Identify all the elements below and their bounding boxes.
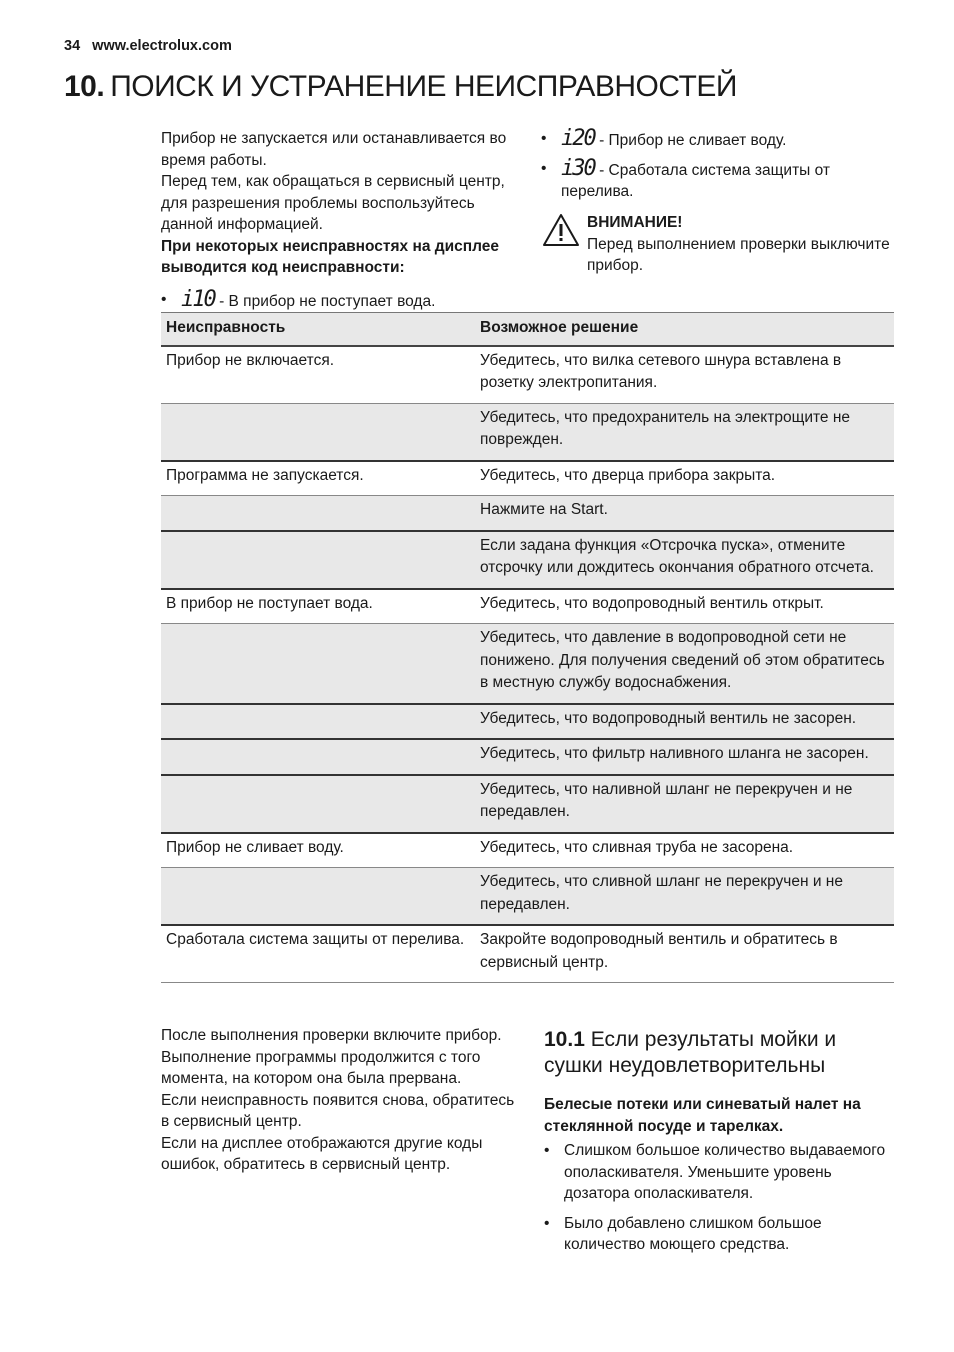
problem-cell: [161, 775, 475, 833]
code-item: [541, 155, 896, 203]
solution-cell: Убедитесь, что давление в водопроводной сети не понижено. Для получения сведений об этом обратитесь в местную службу водоснабжения.: [475, 624, 894, 704]
after-p2: Если неисправность появится снова, обратитесь в сервисный центр.: [161, 1091, 515, 1130]
code-description: - В прибор не поступает вода.: [219, 292, 436, 310]
solution-cell: Закройте водопроводный вентиль и обратитесь в сервисный центр.: [475, 925, 894, 983]
intro-p2: Перед тем, как обращаться в сервисный центр, для разрешения проблемы воспользуйтесь данной информацией.: [161, 173, 505, 233]
table-row: [161, 925, 894, 983]
solution-cell: Убедитесь, что дверца прибора закрыта.: [475, 461, 894, 496]
solution-cell: Убедитесь, что вилка сетевого шнура вставлена в розетку электропитания.: [475, 346, 894, 404]
after-p1: После выполнения проверки включите прибор. Выполнение программы продолжится с того момента, на котором она была прервана.: [161, 1027, 502, 1087]
subsection-title-text: Если результаты мойки и сушки неудовлетворительны: [544, 1028, 837, 1077]
code-item: [541, 128, 896, 152]
problem-cell: Сработала система защиты от перелива.: [161, 925, 475, 983]
bullet-icon: •: [544, 1214, 550, 1232]
subsection-bullets: [544, 1140, 896, 1264]
page-header: [64, 38, 232, 54]
troubleshooting-table: [161, 312, 894, 983]
code-description: - Прибор не сливает воду.: [599, 132, 787, 149]
solution-cell: Убедитесь, что фильтр наливного шланга не засорен.: [475, 739, 894, 775]
solution-cell: Убедитесь, что водопроводный вентиль не засорен.: [475, 704, 894, 740]
column-header: Возможное решение: [475, 313, 894, 346]
table-header-row: [161, 313, 894, 346]
table-row: [161, 775, 894, 833]
warning-triangle-icon: [541, 212, 587, 277]
problem-cell: [161, 403, 475, 461]
list-item: [544, 1213, 896, 1256]
site-url: www.electrolux.com: [92, 38, 232, 54]
intro-p1: Прибор не запускается или останавливается во время работы.: [161, 130, 507, 169]
list-item-text: Было добавлено слишком большое количество моющего средства.: [564, 1214, 822, 1253]
table-row: [161, 496, 894, 531]
warning-text: Перед выполнением проверки выключите прибор.: [587, 235, 890, 274]
code-item: [161, 286, 516, 313]
subsection-subtitle: Белесые потеки или синеватый налет на стеклянной посуде и тарелках.: [544, 1096, 861, 1135]
problem-cell: [161, 739, 475, 775]
table-row: [161, 589, 894, 624]
error-code: i30: [561, 155, 595, 181]
subsection-number: 10.1: [544, 1028, 585, 1051]
solution-cell: Нажмите на Start.: [475, 496, 894, 531]
intro-p3: При некоторых неисправностях на дисплее выводится код неисправности:: [161, 237, 499, 276]
solution-cell: Убедитесь, что сливной шланг не перекручен и не передавлен.: [475, 868, 894, 926]
codes-right: [541, 128, 896, 203]
problem-cell: Программа не запускается.: [161, 461, 475, 496]
problem-cell: Прибор не включается.: [161, 346, 475, 404]
table-row: [161, 868, 894, 926]
table-row: [161, 531, 894, 589]
section-number: 10.: [64, 70, 105, 103]
after-p3: Если на дисплее отображаются другие коды ошибок, обратитесь в сервисный центр.: [161, 1134, 483, 1173]
solution-cell: Если задана функция «Отсрочка пуска», отмените отсрочку или дождитесь окончания обратного отсчета.: [475, 531, 894, 589]
section-title: [64, 70, 737, 104]
warning-title: ВНИМАНИЕ!: [587, 214, 683, 231]
problem-cell: [161, 624, 475, 704]
problem-cell: [161, 531, 475, 589]
problem-cell: Прибор не сливает воду.: [161, 833, 475, 868]
solution-cell: Убедитесь, что водопроводный вентиль открыт.: [475, 589, 894, 624]
solution-cell: Убедитесь, что предохранитель на электрощите не поврежден.: [475, 403, 894, 461]
bullet-icon: •: [541, 159, 547, 177]
table-row: [161, 833, 894, 868]
after-check-block: [161, 1025, 516, 1176]
bullet-icon: •: [161, 290, 167, 308]
list-item-text: Слишком большое количество выдаваемого ополаскивателя. Уменьшите уровень дозатора ополаскивателя.: [564, 1142, 886, 1202]
table-row: [161, 739, 894, 775]
bullet-icon: •: [544, 1142, 550, 1159]
problem-cell: [161, 704, 475, 740]
solution-cell: Убедитесь, что сливная труба не засорена.: [475, 833, 894, 868]
problem-cell: [161, 496, 475, 531]
error-code: i10: [181, 286, 215, 312]
section-title-text: ПОИСК И УСТРАНЕНИЕ НЕИСПРАВНОСТЕЙ: [110, 70, 737, 103]
intro-block: [161, 128, 516, 312]
solution-cell: Убедитесь, что наливной шланг не перекручен и не передавлен.: [475, 775, 894, 833]
table-row: [161, 624, 894, 704]
table-row: [161, 461, 894, 496]
problem-cell: В прибор не поступает вода.: [161, 589, 475, 624]
error-code: i20: [561, 126, 595, 151]
column-header: Неисправность: [161, 313, 475, 346]
subsection-title: [544, 1027, 894, 1079]
table-row: [161, 403, 894, 461]
code-description: - Сработала система защиты от перелива.: [561, 161, 830, 200]
table-row: [161, 704, 894, 740]
page-number: 34: [64, 38, 81, 54]
list-item: [544, 1140, 896, 1205]
bullet-icon: •: [541, 130, 547, 147]
table-row: [161, 346, 894, 404]
problem-cell: [161, 868, 475, 926]
warning-box: [541, 212, 901, 277]
